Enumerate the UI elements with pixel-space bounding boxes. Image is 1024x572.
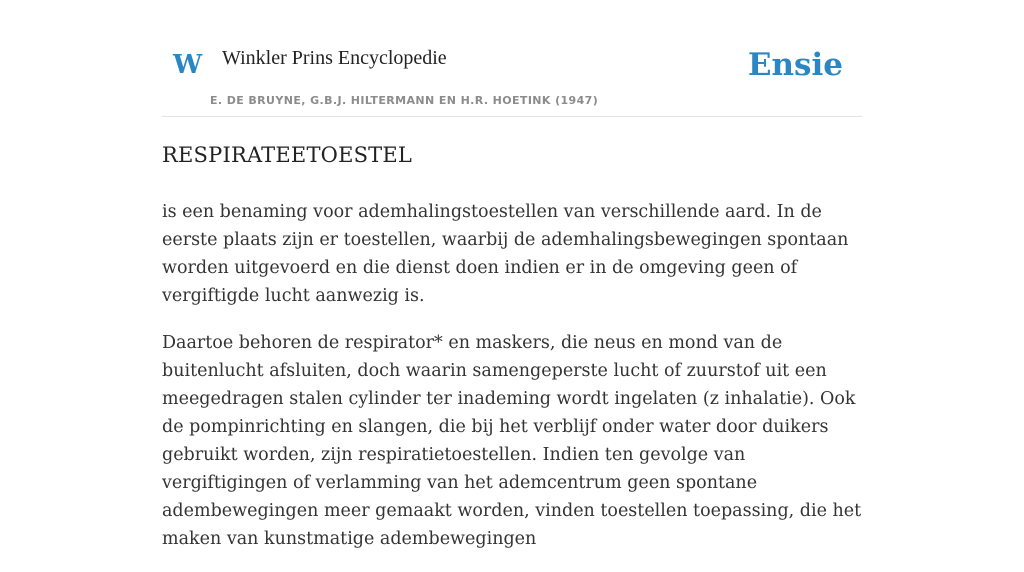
article-paragraph: Daartoe behoren de respirator* en maskers, die neus en mond van de buitenlucht afsluiten, doch waarin samengeperste lucht of zuurstof uit een meegedragen stalen cylinder ter inademing wordt ingelaten (z inhalatie). Ook de pompinrichting en slangen, die bij het verblijf onder water door duikers gebruikt worden, zijn respiratietoestellen. Indien ten gevolge van vergiftigingen of verlamming van het ademcentrum geen spontane adembewegingen meer gemaakt worden, vinden toestellen toepassing, die het maken van kunstmatige adembewegingen: [162, 333, 862, 549]
source-header: [162, 0, 862, 117]
source-title[interactable]: Winkler Prins Encyclopedie: [222, 47, 447, 69]
source-authors: E. DE BRUYNE, G.B.J. HILTERMANN EN H.R. HOETINK (1947): [210, 94, 599, 107]
winkler-prins-logo[interactable]: W: [173, 50, 203, 80]
ensie-brand-link[interactable]: Ensie: [747, 47, 843, 83]
article: [162, 138, 862, 572]
article-paragraph: is een benaming voor ademhalingstoestellen van verschillende aard. In de eerste plaats zijn er toestellen, waarbij de ademhalingsbewegingen spontaan worden uitgevoerd en die dienst doen indien er in de omgeving geen of vergiftigde lucht aanwezig is.: [162, 202, 849, 306]
article-title: RESPIRATEETOESTEL: [162, 143, 413, 167]
